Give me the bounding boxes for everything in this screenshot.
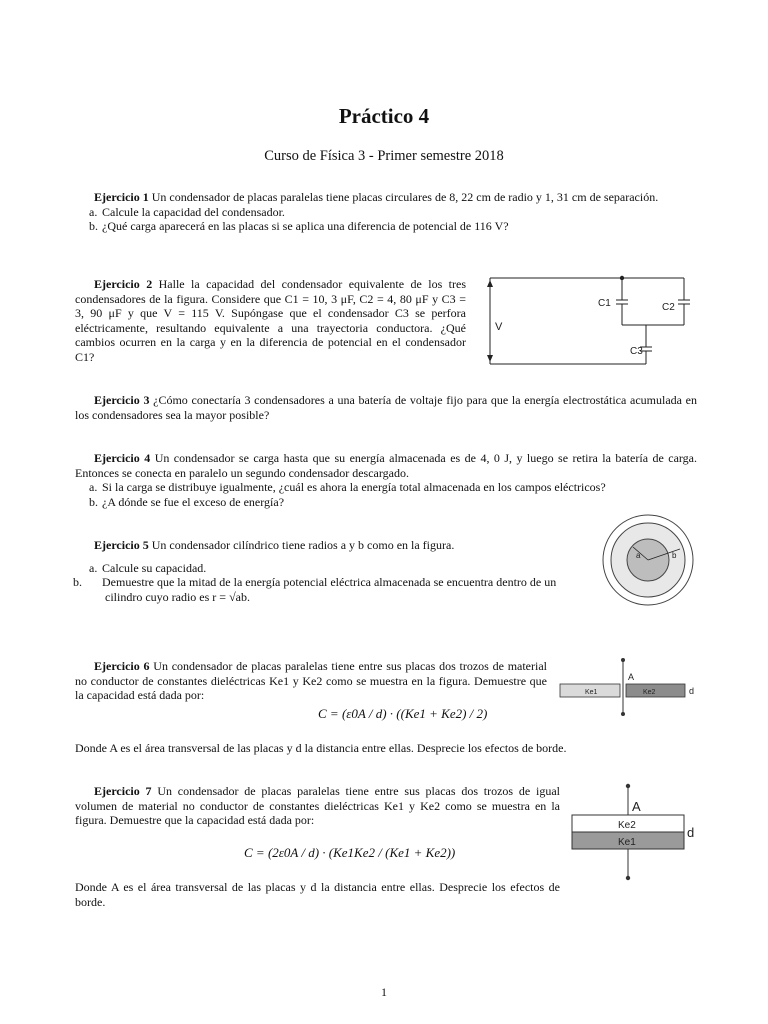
exercise-6-formula: C = (ε0A / d) · ((Ke1 + Ke2) / 2) [318, 706, 488, 721]
exercise-4-body: Un condensador se carga hasta que su energía almacenada es de 4, 0 J, y luego se retira la batería de carga. Entonces se conecta en paralelo un segundo condensador descargado. [75, 451, 698, 480]
fig7-label-ke2: Ke2 [618, 820, 636, 831]
page-number: 1 [381, 985, 387, 999]
dielectric-stack-figure [568, 780, 698, 884]
exercise-6-after: Donde A es el área transversal de las placas y d la distancia entre ellas. Desprecie los efectos de borde. [75, 741, 567, 755]
fig6-label-ke1: Ke1 [585, 689, 598, 696]
circuit-label-v: V [495, 321, 503, 333]
fig7-label-ke1: Ke1 [618, 837, 636, 848]
exercise-5-heading: Ejercicio 5 [94, 538, 149, 552]
exercise-7-text [75, 784, 560, 828]
exercise-2-heading: Ejercicio 2 [94, 277, 153, 291]
exercise-3-heading: Ejercicio 3 [94, 393, 150, 407]
fig6-label-a: A [628, 672, 635, 682]
exercise-1 [75, 190, 697, 234]
fig7-label-a: A [632, 799, 641, 814]
fig6-label-ke2: Ke2 [643, 689, 656, 696]
exercise-2-body: Halle la capacidad del condensador equivalente de los tres condensadores de la figura. Considere que C1 = 10, 3 μF, C2 = 4, 80 μF y C3 = 3, 90 μF y que V = 115 V. Supóngase que el condensador C3 se perfora eléctricamente, resultando equivalente a una trayectoria conductora. ¿Qué cambios ocurren en la carga y en la diferencia de potencial en el condensador C1? [75, 277, 466, 364]
circuit-figure [484, 270, 699, 375]
exercise-1-text [75, 190, 697, 205]
exercise-7-after: Donde A es el área transversal de las placas y d la distancia entre ellas. Desprecie los efectos de borde. [75, 880, 560, 909]
exercise-1-body: Un condensador de placas paralelas tiene placas circulares de 8, 22 cm de radio y 1, 31 cm de separación. [151, 190, 659, 204]
exercise-5-item-b: b. Demuestre que la mitad de la energía potencial eléctrica almacenada se encuentra dentro de un cilindro cuyo radio es r = √ab. [73, 575, 557, 604]
exercise-4 [75, 451, 697, 509]
exercise-2-text [75, 277, 466, 364]
exercise-5 [75, 538, 587, 604]
exercise-5-text [75, 538, 587, 553]
circuit-label-c3: C3 [630, 346, 643, 357]
exercise-1-item-b: b. ¿Qué carga aparecerá en las placas si se aplica una diferencia de potencial de 116 V? [89, 219, 509, 233]
exercise-4-heading: Ejercicio 4 [94, 451, 151, 465]
exercise-3 [75, 393, 697, 422]
exercise-1-heading: Ejercicio 1 [94, 190, 149, 204]
exercise-7 [75, 784, 560, 828]
exercise-2 [75, 277, 466, 364]
exercise-1-item-a: a. Calcule la capacidad del condensador. [89, 204, 285, 219]
page-title: Práctico 4 [338, 104, 430, 128]
exercise-3-text [75, 393, 697, 422]
exercise-6-heading: Ejercicio 6 [94, 659, 150, 673]
exercise-6-body: Un condensador de placas paralelas tiene entre sus placas dos trozos de material no conductor de constantes dieléctricas Ke1 y Ke2 como se muestra en la figura. Demuestre que la capacidad está dada por: [75, 659, 547, 702]
page-subtitle: Curso de Física 3 - Primer semestre 2018 [264, 148, 504, 164]
circuit-label-c2: C2 [662, 302, 675, 313]
cylinder-figure [600, 512, 696, 608]
exercise-5-body: Un condensador cilíndrico tiene radios a y b como en la figura. [151, 538, 455, 552]
fig6-label-d: d [689, 686, 695, 696]
exercise-7-body: Un condensador de placas paralelas tiene entre sus placas dos trozos de igual volumen de material no conductor de constantes dieléctricas Ke1 y Ke2 como se muestra en la figura. Demuestre que la capacidad está dada por: [75, 784, 560, 827]
circuit-label-c1: C1 [598, 298, 611, 309]
fig7-label-d: d [687, 825, 695, 840]
exercise-7-heading: Ejercicio 7 [94, 784, 152, 798]
dielectric-side-figure [555, 656, 700, 718]
exercise-4-item-b: b. ¿A dónde se fue el exceso de energía? [89, 494, 285, 509]
exercise-4-item-a: a. Si la carga se distribuye igualmente, ¿cuál es ahora la energía total almacenada en los campos eléctricos? [89, 480, 606, 494]
exercise-4-text [75, 451, 697, 480]
exercise-6-text [75, 659, 547, 703]
cylinder-label-b: b [672, 551, 677, 560]
exercise-7-formula: C = (2ε0A / d) · (Ke1Ke2 / (Ke1 + Ke2)) [244, 845, 456, 860]
exercise-5-item-a: a. Calcule su capacidad. [89, 560, 207, 575]
exercise-6 [75, 659, 547, 703]
cylinder-label-a: a [636, 551, 641, 560]
exercise-3-body: ¿Cómo conectaría 3 condensadores a una batería de voltaje fijo para que la energía electrostática acumulada en los condensadores sea la mayor posible? [75, 393, 697, 422]
